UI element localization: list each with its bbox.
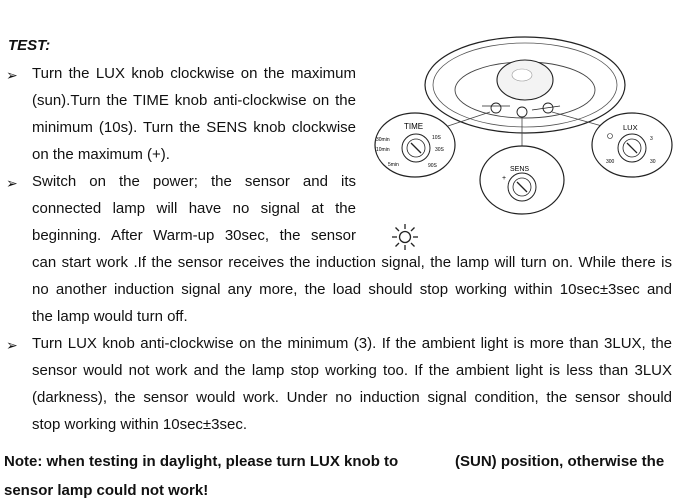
time-mark-5min: 5min: [388, 162, 399, 168]
bullet-1-line-2: (sun).Turn the TIME knob anti-clockwise on the: [32, 92, 356, 109]
time-mark-30min: 30min: [376, 137, 390, 143]
svg-text:+: +: [502, 175, 507, 182]
bullet-2-line-1: Switch on the power; the sensor and its: [32, 173, 356, 190]
bullet-1-line-1: Turn the LUX knob clockwise on the maximum: [32, 65, 356, 82]
sens-knob-label: SENS: [510, 166, 530, 173]
bullet-1-line-3: minimum (10s). Turn the SENS knob clockwise: [32, 119, 356, 136]
time-mark-30s: 30S: [435, 147, 444, 153]
time-mark-10s: 10S: [432, 135, 441, 141]
note-line-2: sensor lamp could not work!: [4, 482, 209, 499]
lux-mark-300: 300: [606, 159, 615, 165]
bullet-3-line-3: (darkness), the sensor would work. Under no induction signal condition, the sensor should: [32, 389, 672, 406]
lux-knob-label: LUX: [623, 123, 638, 132]
lux-mark-30: 30: [650, 159, 656, 165]
sensor-diagram: [370, 30, 675, 220]
time-mark-10min: 10min: [376, 147, 390, 153]
sun-icon: [390, 223, 420, 251]
sens-knob-callout: [480, 146, 564, 214]
bullet-2-line-6: the lamp would turn off.: [32, 308, 188, 325]
bullet-3-line-1: Turn LUX knob anti-clockwise on the minimum (3). If the ambient light is more than 3LUX, the: [32, 335, 672, 352]
bullet-marker: ➢: [6, 175, 18, 191]
test-heading: TEST:: [8, 37, 51, 54]
bullet-marker: ➢: [6, 67, 18, 83]
bullet-2-line-4: can start work .If the sensor receives the induction signal, the lamp will turn on. While there is: [32, 254, 672, 271]
note-line-1a: Note: when testing in daylight, please turn LUX knob to: [4, 453, 399, 470]
time-mark-90s: 90S: [428, 163, 437, 169]
note-line-1b: (SUN) position, otherwise the: [455, 453, 665, 470]
bullet-2-line-5: no another induction signal any more, the load should stop working within 10sec±3sec and: [32, 281, 672, 298]
bullet-3-line-4: stop working within 10sec±3sec.: [32, 416, 248, 433]
bullet-2-line-2: connected lamp will have no signal at the: [32, 200, 356, 217]
bullet-marker: ➢: [6, 337, 18, 353]
lux-mark-3: 3: [650, 136, 653, 142]
bullet-1-line-4: on the maximum (+).: [32, 146, 170, 163]
bullet-2-line-3: beginning. After Warm-up 30sec, the sensor: [32, 227, 356, 244]
bullet-3-line-2: sensor would not work and the lamp stop working too. If the ambient light is less than 3LUX: [32, 362, 672, 379]
time-knob-label: TIME: [404, 122, 424, 131]
